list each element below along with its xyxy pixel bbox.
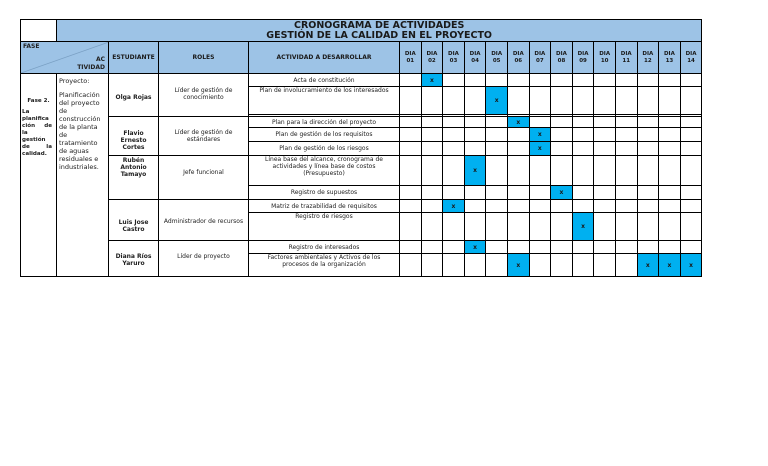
schedule-cell-day-06	[507, 128, 529, 142]
day-header-label: DIA	[491, 51, 503, 57]
schedule-cell-day-09	[572, 128, 594, 142]
sheet-title	[57, 20, 702, 42]
day-header-label: DIA	[642, 51, 654, 57]
day-header-num: 02	[428, 57, 436, 64]
activity-cell: Matriz de trazabilidad de requisitos	[249, 200, 400, 213]
schedule-cell-day-12	[637, 186, 659, 200]
day-header-02	[421, 42, 443, 74]
day-header-03	[443, 42, 465, 74]
proyecto-line: de la planta	[59, 123, 98, 131]
schedule-cell-day-14	[680, 200, 702, 213]
schedule-cell-day-05	[486, 254, 508, 277]
schedule-cell-day-05	[486, 200, 508, 213]
role-line: estándares	[186, 136, 221, 143]
schedule-cell-day-02	[421, 200, 443, 213]
schedule-cell-day-03	[443, 74, 465, 87]
schedule-cell-day-12	[637, 213, 659, 241]
schedule-cell-day-03	[443, 254, 465, 277]
activity-cell: Acta de constitución	[249, 74, 400, 87]
schedule-cell-day-13	[659, 156, 681, 186]
activity-line: Línea base del alcance, cronograma de	[265, 156, 383, 163]
schedule-cell-day-06	[507, 142, 529, 156]
schedule-cell-day-01	[400, 156, 422, 186]
schedule-cell-day-01	[400, 213, 422, 241]
activity-cell: Plan de gestión de los riesgos	[249, 142, 400, 156]
schedule-cell-day-07	[529, 87, 551, 115]
schedule-mark-day-13: x	[659, 254, 681, 277]
day-header-label: DIA	[577, 51, 589, 57]
schedule-cell-day-10	[594, 156, 616, 186]
role-cell	[159, 74, 249, 117]
fase-word: La	[22, 109, 30, 115]
schedule-cell-day-09	[572, 254, 594, 277]
activity-line: Factores ambientales y Activos de los	[267, 254, 381, 261]
schedule-cell-day-11	[615, 213, 637, 241]
schedule-cell-day-14	[680, 128, 702, 142]
schedule-cell-day-01	[400, 142, 422, 156]
day-header-label: DIA	[599, 51, 611, 57]
schedule-cell-day-10	[594, 128, 616, 142]
schedule-cell-day-11	[615, 142, 637, 156]
day-header-10	[594, 42, 616, 74]
schedule-cell-day-05	[486, 128, 508, 142]
schedule-cell-day-09	[572, 186, 594, 200]
schedule-cell-day-04	[464, 142, 486, 156]
schedule-cell-day-05	[486, 213, 508, 241]
schedule-cell-day-08	[551, 254, 573, 277]
schedule-cell-day-01	[400, 200, 422, 213]
schedule-cell-day-12	[637, 74, 659, 87]
day-header-num: 06	[514, 57, 523, 64]
schedule-mark-day-03: x	[443, 200, 465, 213]
schedule-cell-day-05	[486, 74, 508, 87]
student-line: Rubén	[122, 157, 145, 164]
schedule-mark-day-02: x	[421, 74, 443, 87]
schedule-cell-day-06	[507, 186, 529, 200]
schedule-cell-day-11	[615, 186, 637, 200]
fase-word: planifica	[22, 116, 49, 122]
header-row	[21, 42, 702, 74]
schedule-mark-day-14: x	[680, 254, 702, 277]
schedule-cell-day-02	[421, 117, 443, 128]
schedule-cell-day-11	[615, 74, 637, 87]
schedule-cell-day-09	[572, 117, 594, 128]
activity-cell: Plan de gestión de los requisitos	[249, 128, 400, 142]
proyecto-line: Proyecto:	[59, 77, 90, 85]
schedule-cell-day-13	[659, 213, 681, 241]
schedule-cell-day-10	[594, 186, 616, 200]
proyecto-line: construcción	[59, 115, 101, 123]
schedule-cell-day-09	[572, 142, 594, 156]
schedule-cell-day-08	[551, 213, 573, 241]
schedule-cell-day-03	[443, 186, 465, 200]
schedule-cell-day-08	[551, 128, 573, 142]
activity-line: procesos de la organización	[282, 261, 366, 268]
schedule-cell-day-07	[529, 186, 551, 200]
schedule-cell-day-12	[637, 128, 659, 142]
schedule-cell-day-04	[464, 213, 486, 241]
schedule-cell-day-08	[551, 87, 573, 115]
schedule-cell-day-02	[421, 241, 443, 254]
day-header-13	[659, 42, 681, 74]
schedule-cell-day-05	[486, 142, 508, 156]
schedule-cell-day-11	[615, 156, 637, 186]
schedule-cell-day-13	[659, 87, 681, 115]
schedule-mark-day-07: x	[529, 128, 551, 142]
actividad-desarrollar-header: ACTIVIDAD A DESARROLLAR	[249, 42, 400, 74]
schedule-cell-day-04	[464, 186, 486, 200]
activity-line: (Presupuesto)	[303, 170, 345, 177]
schedule-cell-day-03	[443, 156, 465, 186]
day-header-num: 09	[579, 57, 587, 64]
schedule-cell-day-13	[659, 142, 681, 156]
schedule-cell-day-06	[507, 87, 529, 115]
activity-cell	[249, 156, 400, 186]
schedule-cell-day-08	[551, 241, 573, 254]
actividad-header-part-2: TIVIDAD	[77, 64, 105, 71]
role-cell: Administrador de recursos	[159, 200, 249, 241]
schedule-cell-day-07	[529, 117, 551, 128]
student-line: Tamayo	[120, 171, 147, 178]
activity-cell: Registro de supuestos	[249, 186, 400, 200]
schedule-table	[20, 19, 702, 277]
activity-cell: Registro de interesados	[249, 241, 400, 254]
day-header-label: DIA	[620, 51, 632, 57]
schedule-cell-day-02	[421, 87, 443, 115]
schedule-cell-day-01	[400, 128, 422, 142]
student-line: Ernesto	[120, 136, 147, 144]
fase-title: Fase 2.	[27, 98, 50, 104]
proyecto-line: de	[59, 131, 68, 139]
schedule-cell-day-02	[421, 156, 443, 186]
schedule-cell-day-01	[400, 117, 422, 128]
student-line: Luis Jose	[118, 219, 149, 226]
schedule-cell-day-10	[594, 87, 616, 115]
fase-word: la	[22, 130, 28, 136]
schedule-cell-day-02	[421, 128, 443, 142]
schedule-cell-day-08	[551, 142, 573, 156]
schedule-mark-day-09: x	[572, 213, 594, 241]
schedule-cell-day-14	[680, 241, 702, 254]
student-luis-jose-castro	[109, 200, 159, 241]
role-line: Líder de gestión de	[174, 87, 233, 94]
schedule-cell-day-03	[443, 241, 465, 254]
activity-row	[21, 156, 702, 186]
title-row	[21, 20, 702, 42]
schedule-cell-day-07	[529, 156, 551, 186]
day-header-08	[551, 42, 573, 74]
schedule-cell-day-10	[594, 241, 616, 254]
role-line: conocimiento	[183, 94, 224, 101]
day-header-07	[529, 42, 551, 74]
schedule-cell-day-11	[615, 200, 637, 213]
student-flavio-ernesto-cortes	[109, 117, 159, 156]
proyecto-line: residuales e	[59, 155, 99, 163]
schedule-cell-day-03	[443, 213, 465, 241]
proyecto-line: de aguas	[59, 147, 89, 155]
schedule-cell-day-13	[659, 186, 681, 200]
schedule-cell-day-13	[659, 74, 681, 87]
schedule-cell-day-02	[421, 186, 443, 200]
schedule-cell-day-13	[659, 117, 681, 128]
student-line: Yaruro	[122, 260, 145, 267]
day-header-09	[572, 42, 594, 74]
day-header-06	[507, 42, 529, 74]
day-header-label: DIA	[426, 51, 438, 57]
day-header-num: 04	[471, 57, 479, 64]
role-line: Líder de proyecto	[177, 253, 230, 260]
day-header-label: DIA	[663, 51, 675, 57]
activity-row	[21, 241, 702, 254]
schedule-cell-day-14	[680, 156, 702, 186]
day-header-label: DIA	[512, 51, 524, 57]
day-header-num: 03	[449, 57, 458, 64]
role-cell	[159, 117, 249, 156]
fase-word: ción de	[22, 123, 52, 129]
schedule-cell-day-05	[486, 241, 508, 254]
schedule-cell-day-12	[637, 142, 659, 156]
schedule-cell-day-11	[615, 254, 637, 277]
schedule-cell-day-03	[443, 142, 465, 156]
day-header-11	[615, 42, 637, 74]
schedule-cell-day-08	[551, 74, 573, 87]
day-header-num: 14	[687, 57, 695, 64]
role-spacer	[160, 241, 247, 253]
schedule-cell-day-07	[529, 213, 551, 241]
day-header-label: DIA	[404, 51, 416, 57]
fase-word: gestión	[22, 137, 46, 143]
schedule-cell-day-08	[551, 200, 573, 213]
student-line: Flavio	[123, 129, 144, 137]
activity-cell: Plan para la dirección del proyecto	[249, 117, 400, 128]
schedule-mark-day-04: x	[464, 241, 486, 254]
schedule-cell-day-12	[637, 200, 659, 213]
schedule-cell-day-06	[507, 74, 529, 87]
proyecto-line: industriales.	[59, 163, 99, 171]
roles-header: ROLES	[159, 42, 249, 74]
schedule-cell-day-06	[507, 200, 529, 213]
schedule-cell-day-09	[572, 200, 594, 213]
schedule-cell-day-12	[637, 241, 659, 254]
schedule-cell-day-10	[594, 74, 616, 87]
schedule-cell-day-13	[659, 241, 681, 254]
fase-cell	[21, 74, 57, 277]
day-header-num: 08	[557, 57, 566, 64]
schedule-cell-day-09	[572, 156, 594, 186]
role-cell	[159, 241, 249, 277]
schedule-cell-day-03	[443, 128, 465, 142]
schedule-cell-day-10	[594, 213, 616, 241]
day-header-num: 07	[536, 57, 544, 64]
schedule-cell-day-02	[421, 142, 443, 156]
day-header-01	[400, 42, 422, 74]
schedule-cell-day-11	[615, 117, 637, 128]
schedule-cell-day-09	[572, 74, 594, 87]
schedule-cell-day-12	[637, 87, 659, 115]
role-line: Líder de gestión de	[174, 129, 233, 136]
schedule-cell-day-04	[464, 117, 486, 128]
schedule-cell-day-07	[529, 74, 551, 87]
fase-actividad-header	[21, 42, 109, 74]
fase-header: FASE	[23, 43, 40, 50]
schedule-cell-day-04	[464, 74, 486, 87]
title-line-1: CRONOGRAMA DE ACTIVIDADES	[293, 19, 465, 31]
schedule-mark-day-05: x	[486, 87, 508, 115]
day-header-05	[486, 42, 508, 74]
schedule-cell-day-14	[680, 117, 702, 128]
schedule-cell-day-09	[572, 241, 594, 254]
proyecto-cell	[57, 74, 109, 277]
day-header-label: DIA	[448, 51, 459, 57]
schedule-cell-day-14	[680, 87, 702, 115]
activity-row	[21, 117, 702, 128]
student-line: Diana Ríos	[115, 253, 152, 260]
schedule-cell-day-01	[400, 241, 422, 254]
schedule-cell-day-13	[659, 200, 681, 213]
fase-word: de la	[22, 144, 52, 150]
day-header-label: DIA	[685, 51, 697, 57]
schedule-cell-day-01	[400, 87, 422, 115]
schedule-cell-day-08	[551, 156, 573, 186]
schedule-cell-day-10	[594, 142, 616, 156]
student-line: Cortes	[122, 143, 145, 151]
schedule-mark-day-04: x	[464, 156, 486, 186]
proyecto-line: del proyecto	[59, 99, 100, 107]
activity-cell: Plan de involucramiento de los interesados	[249, 87, 400, 115]
schedule-cell-day-01	[400, 254, 422, 277]
day-header-num: 11	[622, 57, 631, 64]
student-ruben-antonio-tamayo	[109, 156, 159, 200]
schedule-cell-day-07	[529, 200, 551, 213]
schedule-cell-day-11	[615, 241, 637, 254]
day-header-num: 13	[665, 57, 674, 64]
schedule-cell-day-05	[486, 117, 508, 128]
schedule-cell-day-07	[529, 241, 551, 254]
actividad-header-part-1: AC	[95, 56, 105, 63]
estudiante-header: ESTUDIANTE	[109, 42, 159, 74]
schedule-cell-day-06	[507, 156, 529, 186]
student-line: Antonio	[120, 164, 147, 171]
day-header-num: 10	[600, 57, 609, 64]
proyecto-line: Planificación	[59, 91, 100, 99]
schedule-cell-day-14	[680, 213, 702, 241]
day-header-14	[680, 42, 702, 74]
proyecto-line: tratamiento	[59, 139, 98, 147]
day-header-label: DIA	[469, 51, 481, 57]
schedule-cell-day-14	[680, 142, 702, 156]
schedule-cell-day-10	[594, 200, 616, 213]
proyecto-line: de	[59, 107, 68, 115]
schedule-cell-day-14	[680, 186, 702, 200]
schedule-cell-day-02	[421, 254, 443, 277]
day-header-04	[464, 42, 486, 74]
activity-cell: Registro de riesgos	[249, 213, 400, 241]
schedule-cell-day-08	[551, 117, 573, 128]
schedule-cell-day-04	[464, 200, 486, 213]
schedule-cell-day-10	[594, 254, 616, 277]
schedule-cell-day-01	[400, 74, 422, 87]
schedule-mark-day-06: x	[507, 117, 529, 128]
schedule-cell-day-12	[637, 156, 659, 186]
schedule-cell-day-01	[400, 186, 422, 200]
activity-line: actividades y línea base de costos	[272, 163, 376, 170]
schedule-cell-day-04	[464, 128, 486, 142]
day-header-num: 01	[406, 57, 415, 64]
day-header-num: 05	[492, 57, 501, 64]
schedule-cell-day-09	[572, 87, 594, 115]
day-header-12	[637, 42, 659, 74]
student-diana-rios-yaruro	[109, 241, 159, 277]
schedule-cell-day-11	[615, 128, 637, 142]
schedule-cell-day-04	[464, 87, 486, 115]
schedule-cell-day-05	[486, 156, 508, 186]
activity-row	[21, 74, 702, 87]
schedule-cell-day-12	[637, 117, 659, 128]
activity-cell	[249, 254, 400, 277]
activity-row	[21, 200, 702, 213]
schedule-cell-day-02	[421, 213, 443, 241]
schedule-cell-day-07	[529, 254, 551, 277]
title-line-2: GESTIÓN DE LA CALIDAD EN EL PROYECTO	[266, 29, 493, 41]
schedule-cell-day-11	[615, 87, 637, 115]
schedule-cell-day-06	[507, 213, 529, 241]
schedule-cell-day-03	[443, 117, 465, 128]
schedule-cell-day-13	[659, 128, 681, 142]
schedule-cell-day-10	[594, 117, 616, 128]
student-line: Castro	[122, 226, 145, 233]
schedule-cell-day-04	[464, 254, 486, 277]
schedule-cell-day-05	[486, 186, 508, 200]
schedule-cell-day-06	[507, 241, 529, 254]
fase-word: calidad.	[22, 151, 47, 157]
day-header-label: DIA	[556, 51, 567, 57]
schedule-cell-day-14	[680, 74, 702, 87]
day-header-label: DIA	[534, 51, 546, 57]
schedule-cell-day-03	[443, 87, 465, 115]
role-cell: Jefe funcional	[159, 156, 249, 200]
student-olga-rojas: Olga Rojas	[109, 74, 159, 117]
schedule-mark-day-12: x	[637, 254, 659, 277]
schedule-mark-day-06: x	[507, 254, 529, 277]
day-header-num: 12	[644, 57, 652, 64]
schedule-mark-day-08: x	[551, 186, 573, 200]
schedule-mark-day-07: x	[529, 142, 551, 156]
